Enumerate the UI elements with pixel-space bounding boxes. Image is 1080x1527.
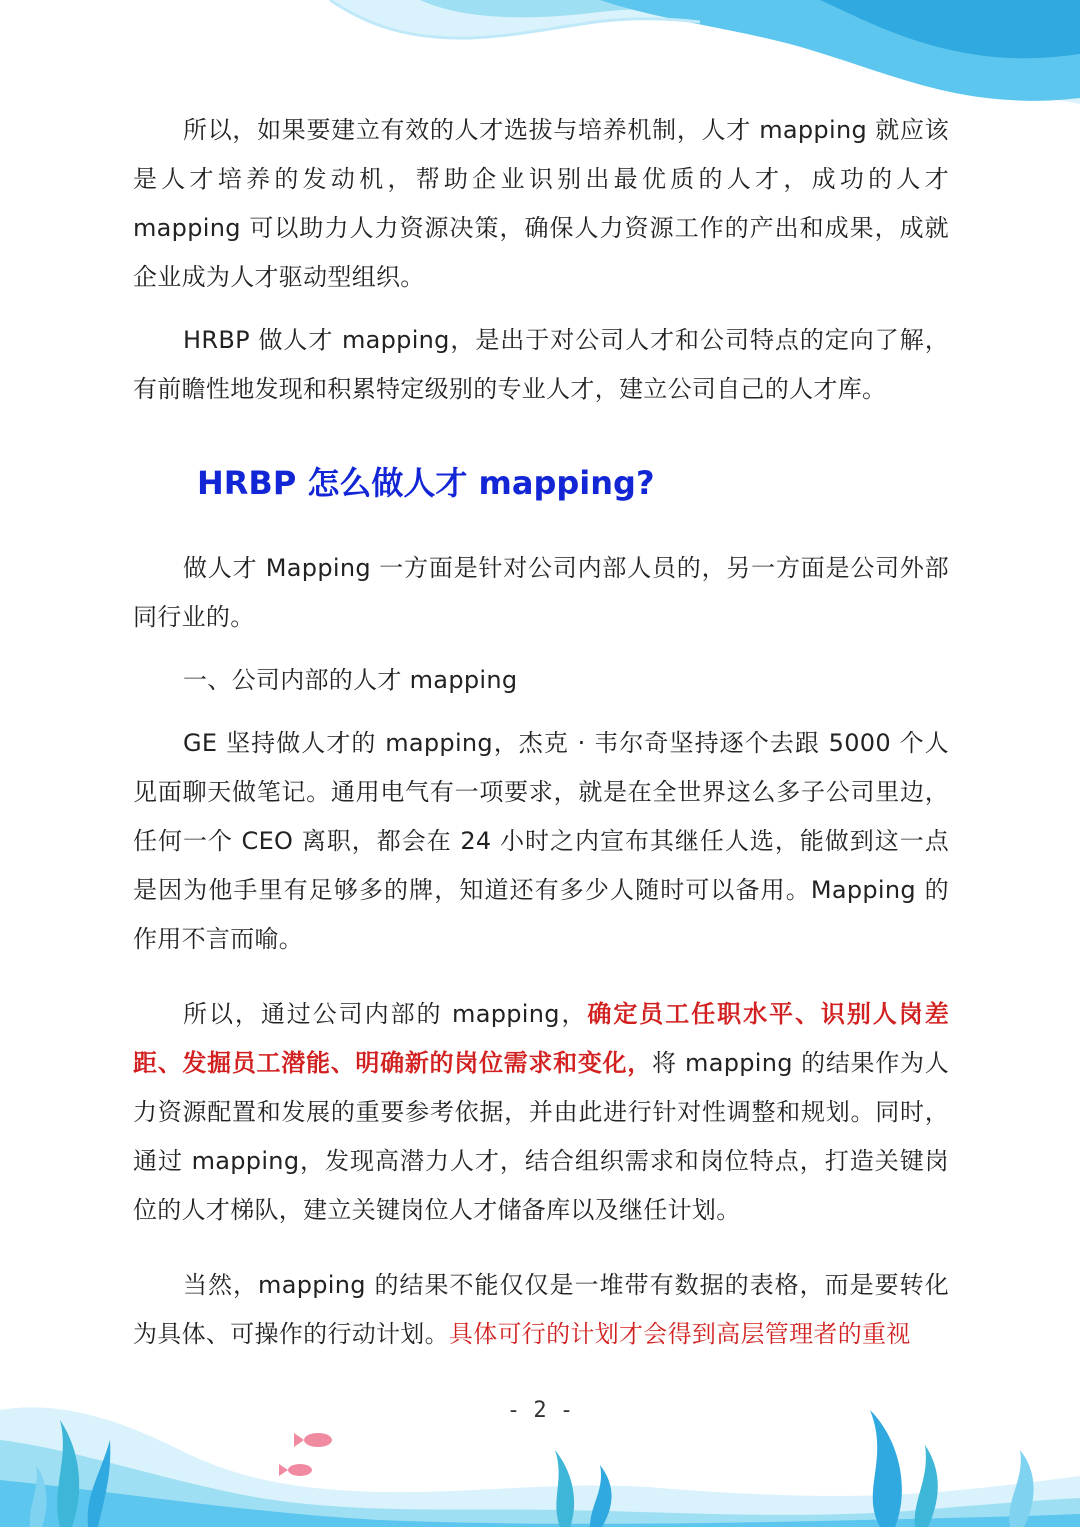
paragraph-6 xyxy=(133,990,949,1235)
paragraph-6-text-b: 将 mapping 的结果作为人力资源配置和发展的重要参考依据，并由此进行针对性调整和规划。同时，通过 mapping，发现高潜力人才，结合组织需求和岗位特点，打造关键岗位的人才梯队，建立关键岗位人才储备库以及继任计划。 xyxy=(133,1049,949,1224)
paragraph-7 xyxy=(133,1261,949,1359)
fish-icon xyxy=(279,1433,332,1476)
paragraph-7-text-a: 当然，mapping 的结果不能仅仅是一堆带有数据的表格，而是要转化为具体、可操作的行动计划。 xyxy=(133,1271,949,1348)
paragraph-7-highlight: 具体可行的计划才会得到高层管理者的重视 xyxy=(448,1320,911,1348)
paragraph-1: 所以，如果要建立有效的人才选拔与培养机制，人才 mapping 就应该是人才培养的发动机，帮助企业识别出最优质的人才，成功的人才 mapping 可以助力人力资源决策，确保人力资源工作的产出和成果，成就企业成为人才驱动型组织。 xyxy=(133,116,949,291)
seaweed-fish-banner-icon xyxy=(0,1380,1080,1527)
page-number: - 2 - xyxy=(506,1398,574,1423)
paragraph-3: 做人才 Mapping 一方面是针对公司内部人员的，另一方面是公司外部同行业的。 xyxy=(133,554,949,631)
paragraph-6-highlight: 确定员工任职水平、识别人岗差距、发掘员工潜能、明确新的岗位需求和变化， xyxy=(133,1000,950,1077)
section-heading: HRBP 怎么做人才 mapping? xyxy=(197,464,655,502)
article-body xyxy=(133,106,949,1359)
subheading-internal-mapping: 一、公司内部的人才 mapping xyxy=(183,666,518,694)
paragraph-5: GE 坚持做人才的 mapping，杰克 · 韦尔奇坚持逐个去跟 5000 个人见面聊天做笔记。通用电气有一项要求，就是在全世界这么多子公司里边，任何一个 CEO 离职，都会在 24 小时之内宣布其继任人选，能做到这一点是因为他手里有足够多的牌，知道还有多少人随时可以备用。Mapping 的作用不言而喻。 xyxy=(133,729,949,953)
paragraph-6-text-a: 所以，通过公司内部的 mapping， xyxy=(183,1000,588,1028)
paragraph-2: HRBP 做人才 mapping，是出于对公司人才和公司特点的定向了解，有前瞻性地发现和积累特定级别的专业人才，建立公司自己的人才库。 xyxy=(133,326,949,403)
